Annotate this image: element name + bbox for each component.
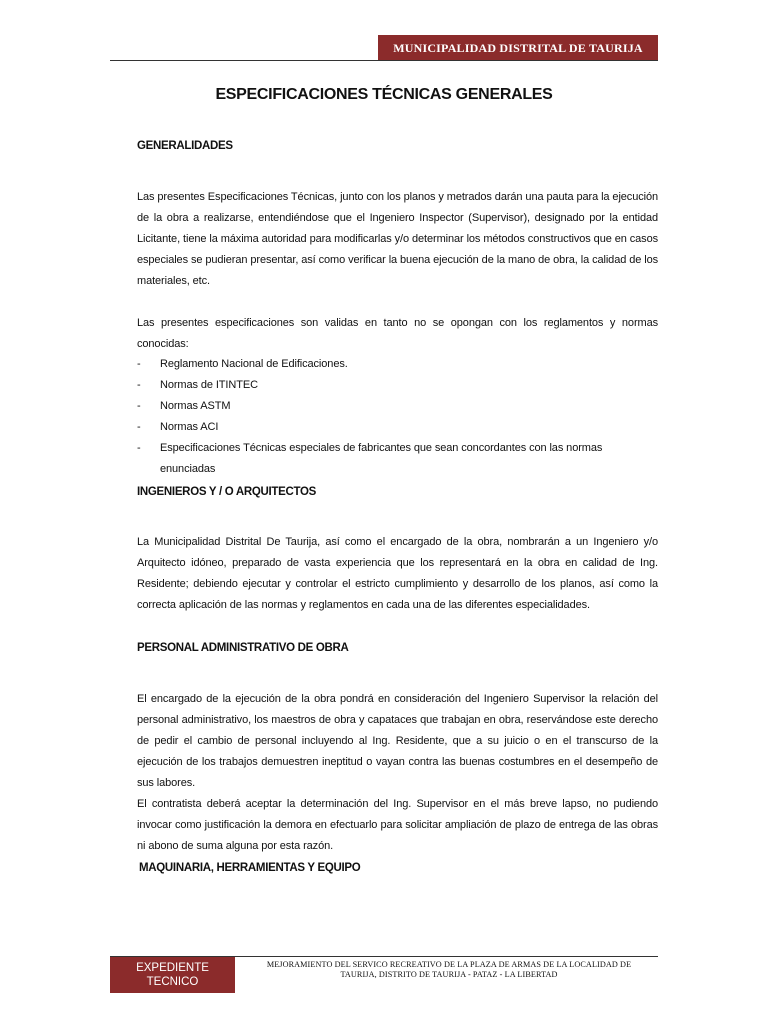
list-item (137, 354, 658, 375)
ingenieros-paragraph: La Municipalidad Distrital De Taurija, así como el encargado de la obra, nombrarán a un Ingeniero y/o Arquitecto idóneo, preparado de vasta experiencia que los representará en la obra en calidad de Ing. Residente; debiendo ejecutar y controlar el estricto cumplimiento y desarrollo de los planos, así como la correcta aplicación de las normas y reglamentos en cada una de las diferentes especialidades. (137, 536, 658, 611)
dash-marker: - (137, 358, 141, 370)
generalidades-paragraph-2: Las presentes especificaciones son validas en tanto no se opongan con los reglamentos y normas conocidas: (137, 317, 658, 350)
heading-generalidades: GENERALIDADES (137, 140, 233, 152)
heading-maquinaria: MAQUINARIA, HERRAMIENTAS Y EQUIPO (139, 862, 361, 874)
list-item-text: Especificaciones Técnicas especiales de fabricantes que sean concordantes con las normas enunciadas (160, 442, 603, 475)
footer-expediente-badge (110, 957, 235, 993)
document-title: ESPECIFICACIONES TÉCNICAS GENERALES (215, 86, 553, 103)
footer-badge-line-2: TECNICO (146, 976, 199, 988)
personal-paragraph-2: El contratista deberá aceptar la determinación del Ing. Supervisor en el más breve lapso, no pudiendo invocar como justificación la demora en efectuarlo para solicitar ampliación de plazo de entrega de las obras ni abono de suma alguna por esta razón. (137, 798, 658, 852)
personal-paragraph-1: El encargado de la ejecución de la obra pondrá en consideración del Ingeniero Supervisor la relación del personal administrativo, los maestros de obra y capataces que trabajan en obra, reservándose este derecho de pedir el cambio de personal incluyendo al Ing. Residente, que a su juicio o en el transcurso de la ejecución de los trabajos demuestren ineptitud o vayan contra las buenas costumbres en el desempeño de sus labores. (137, 693, 658, 789)
list-item-text: Normas ACI (160, 421, 219, 433)
header-municipality-badge (378, 35, 658, 61)
dash-marker: - (137, 379, 141, 391)
list-item (137, 375, 658, 396)
dash-marker: - (137, 421, 141, 433)
dash-marker: - (137, 442, 141, 454)
footer-project-name (240, 960, 658, 980)
footer-project-line-1: MEJORAMIENTO DEL SERVICO RECREATIVO DE LA PLAZA DE ARMAS DE LA LOCALIDAD DE (266, 960, 632, 969)
generalidades-paragraph-1: Las presentes Especificaciones Técnicas, junto con los planos y metrados darán una pauta para la ejecución de la obra a realizarse, entendiéndose que el Ingeniero Inspector (Supervisor), designado por la entidad Licitante, tiene la máxima autoridad para modificarlas y/o determinar los métodos constructivos que en casos especiales se pudieran presentar, así como verificar la buena ejecución de la mano de obra, la calidad de los materiales, etc. (137, 191, 658, 287)
header-divider (110, 60, 658, 61)
list-item (137, 438, 658, 480)
heading-ingenieros: INGENIEROS Y / O ARQUITECTOS (137, 486, 317, 498)
list-item (137, 396, 658, 417)
footer-project-line-2: TAURIJA, DISTRITO DE TAURIJA - PATAZ - LA LIBERTAD (340, 970, 558, 979)
heading-personal: PERSONAL ADMINISTRATIVO DE OBRA (137, 642, 349, 654)
municipality-name: MUNICIPALIDAD DISTRITAL DE TAURIJA (393, 40, 643, 55)
dash-marker: - (137, 400, 141, 412)
list-item-text: Normas ASTM (160, 400, 231, 412)
list-item-text: Normas de ITINTEC (160, 379, 258, 391)
list-item-text: Reglamento Nacional de Edificaciones. (160, 358, 348, 370)
footer-badge-line-1: EXPEDIENTE (136, 962, 209, 974)
norms-list (137, 354, 658, 480)
list-item (137, 417, 658, 438)
